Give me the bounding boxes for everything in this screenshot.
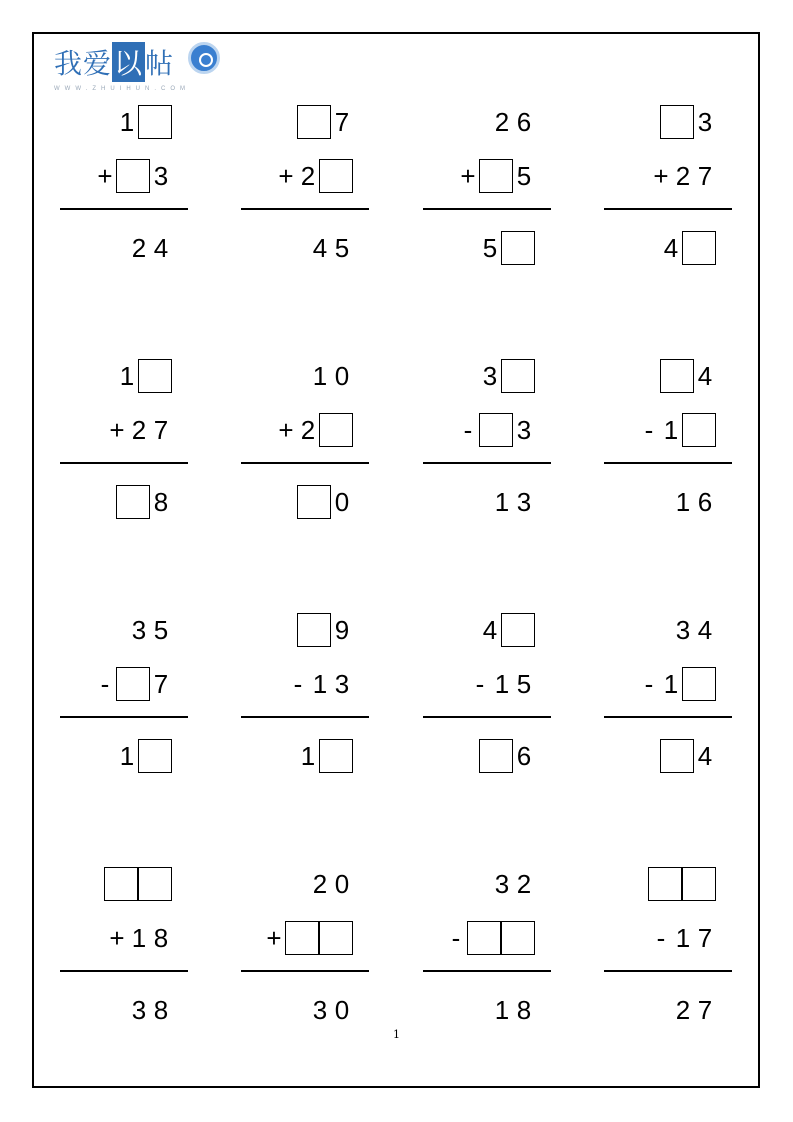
digit: 8 <box>516 995 532 1026</box>
second-operand <box>263 918 353 954</box>
answer-box <box>479 739 513 773</box>
digit: 5 <box>153 615 169 646</box>
answer-box <box>116 667 150 701</box>
digit: 3 <box>482 361 498 392</box>
digit: 7 <box>697 161 713 192</box>
result-row <box>660 228 716 264</box>
digit: 2 <box>300 161 316 192</box>
top-operand <box>648 864 716 900</box>
digit: 1 <box>494 669 510 700</box>
digit: 3 <box>675 615 691 646</box>
digit: 4 <box>312 233 328 264</box>
digit: 4 <box>663 233 679 264</box>
top-operand <box>479 356 535 392</box>
digit: 6 <box>516 107 532 138</box>
digit: 7 <box>697 923 713 954</box>
operator-sign: + <box>460 161 476 192</box>
operator-sign: + <box>109 415 125 446</box>
operator-sign: + <box>653 161 669 192</box>
result-row <box>309 990 353 1026</box>
digit: 0 <box>334 361 350 392</box>
result-row <box>128 228 172 264</box>
digit: 4 <box>482 615 498 646</box>
sum-line <box>60 208 188 210</box>
second-operand <box>469 664 535 700</box>
answer-box <box>319 413 353 447</box>
digit: 7 <box>334 107 350 138</box>
sum-line <box>241 716 369 718</box>
answer-box <box>648 867 682 901</box>
digit: 5 <box>334 233 350 264</box>
answer-box <box>682 867 716 901</box>
digit: 1 <box>131 923 147 954</box>
digit: 3 <box>697 107 713 138</box>
top-operand <box>128 610 172 646</box>
digit: 0 <box>334 487 350 518</box>
second-operand <box>638 664 716 700</box>
digit: 2 <box>494 107 510 138</box>
second-operand <box>275 410 353 446</box>
result-row <box>491 482 535 518</box>
digit: 1 <box>312 361 328 392</box>
answer-box <box>138 359 172 393</box>
answer-box <box>297 485 331 519</box>
answer-box <box>116 159 150 193</box>
answer-box <box>138 739 172 773</box>
result-row <box>479 228 535 264</box>
second-operand <box>287 664 353 700</box>
answer-box <box>660 105 694 139</box>
answer-box <box>138 105 172 139</box>
answer-box <box>501 231 535 265</box>
second-operand <box>94 664 172 700</box>
sum-line <box>60 462 188 464</box>
answer-box <box>501 921 535 955</box>
digit: 4 <box>697 741 713 772</box>
sum-line <box>423 208 551 210</box>
result-row <box>297 482 353 518</box>
digit: 3 <box>516 487 532 518</box>
top-operand <box>116 356 172 392</box>
digit: 3 <box>131 615 147 646</box>
answer-box <box>479 413 513 447</box>
top-operand <box>297 102 353 138</box>
answer-box <box>660 359 694 393</box>
digit: 2 <box>516 869 532 900</box>
digit: 5 <box>516 161 532 192</box>
digit: 4 <box>697 361 713 392</box>
digit: 7 <box>153 669 169 700</box>
answer-box <box>682 231 716 265</box>
sum-line <box>604 462 732 464</box>
top-operand <box>660 356 716 392</box>
digit: 5 <box>482 233 498 264</box>
answer-box <box>297 105 331 139</box>
digit: 3 <box>312 995 328 1026</box>
second-operand <box>457 156 535 192</box>
digit: 7 <box>153 415 169 446</box>
top-operand <box>660 102 716 138</box>
sum-line <box>60 970 188 972</box>
sum-line <box>241 208 369 210</box>
answer-box <box>501 613 535 647</box>
answer-box <box>682 667 716 701</box>
digit: 2 <box>312 869 328 900</box>
top-operand <box>309 864 353 900</box>
result-row <box>116 736 172 772</box>
answer-box <box>467 921 501 955</box>
operator-sign: + <box>97 161 113 192</box>
sum-line <box>241 462 369 464</box>
digit: 6 <box>697 487 713 518</box>
digit: 2 <box>131 233 147 264</box>
second-operand <box>94 156 172 192</box>
answer-box <box>116 485 150 519</box>
digit: 9 <box>334 615 350 646</box>
digit: 1 <box>119 107 135 138</box>
digit: 3 <box>334 669 350 700</box>
digit: 1 <box>119 361 135 392</box>
operator-sign: - <box>463 415 473 446</box>
answer-box <box>319 739 353 773</box>
second-operand <box>106 918 172 954</box>
answer-box <box>138 867 172 901</box>
digit: 0 <box>334 869 350 900</box>
result-row <box>116 482 172 518</box>
operator-sign: - <box>644 415 654 446</box>
answer-box <box>297 613 331 647</box>
digit: 1 <box>300 741 316 772</box>
answer-box <box>319 159 353 193</box>
logo-url: WWW.ZHUIHUN.COM <box>54 86 190 92</box>
digit: 2 <box>675 995 691 1026</box>
result-row <box>479 736 535 772</box>
digit: 1 <box>494 995 510 1026</box>
result-row <box>128 990 172 1026</box>
second-operand <box>106 410 172 446</box>
operator-sign: + <box>278 415 294 446</box>
digit: 1 <box>675 487 691 518</box>
operator-sign: - <box>475 669 485 700</box>
result-row <box>672 482 716 518</box>
digit: 6 <box>516 741 532 772</box>
digit: 4 <box>153 233 169 264</box>
digit: 8 <box>153 995 169 1026</box>
digit: 3 <box>131 995 147 1026</box>
answer-box <box>479 159 513 193</box>
answer-box <box>104 867 138 901</box>
digit: 8 <box>153 923 169 954</box>
digit: 1 <box>494 487 510 518</box>
second-operand <box>457 410 535 446</box>
sum-line <box>423 716 551 718</box>
sum-line <box>241 970 369 972</box>
second-operand <box>650 918 716 954</box>
digit: 3 <box>516 415 532 446</box>
digit: 5 <box>516 669 532 700</box>
digit: 2 <box>675 161 691 192</box>
operator-sign: + <box>266 923 282 954</box>
digit: 1 <box>675 923 691 954</box>
sum-line <box>604 208 732 210</box>
sum-line <box>423 970 551 972</box>
sum-line <box>60 716 188 718</box>
operator-sign: - <box>644 669 654 700</box>
digit: 8 <box>153 487 169 518</box>
answer-box <box>501 359 535 393</box>
digit: 0 <box>334 995 350 1026</box>
top-operand <box>672 610 716 646</box>
logo-badge-icon <box>188 42 220 74</box>
second-operand <box>275 156 353 192</box>
top-operand <box>116 102 172 138</box>
answer-box <box>682 413 716 447</box>
answer-box <box>319 921 353 955</box>
sum-line <box>604 970 732 972</box>
logo-text: 我爱以帖 <box>54 42 174 82</box>
digit: 4 <box>697 615 713 646</box>
answer-box <box>285 921 319 955</box>
second-operand <box>650 156 716 192</box>
sum-line <box>604 716 732 718</box>
result-row <box>672 990 716 1026</box>
digit: 1 <box>663 669 679 700</box>
result-row <box>660 736 716 772</box>
digit: 2 <box>131 415 147 446</box>
operator-sign: + <box>278 161 294 192</box>
top-operand <box>491 864 535 900</box>
second-operand <box>638 410 716 446</box>
digit: 3 <box>153 161 169 192</box>
operator-sign: + <box>109 923 125 954</box>
top-operand <box>104 864 172 900</box>
digit: 2 <box>300 415 316 446</box>
top-operand <box>479 610 535 646</box>
operator-sign: - <box>656 923 666 954</box>
digit: 1 <box>663 415 679 446</box>
operator-sign: - <box>293 669 303 700</box>
digit: 7 <box>697 995 713 1026</box>
digit: 3 <box>494 869 510 900</box>
result-row <box>309 228 353 264</box>
operator-sign: - <box>451 923 461 954</box>
top-operand <box>491 102 535 138</box>
result-row <box>297 736 353 772</box>
answer-box <box>660 739 694 773</box>
page-number: 1 <box>393 1028 400 1041</box>
operator-sign: - <box>100 669 110 700</box>
digit: 1 <box>119 741 135 772</box>
result-row <box>491 990 535 1026</box>
top-operand <box>309 356 353 392</box>
second-operand <box>445 918 535 954</box>
sum-line <box>423 462 551 464</box>
top-operand <box>297 610 353 646</box>
digit: 1 <box>312 669 328 700</box>
